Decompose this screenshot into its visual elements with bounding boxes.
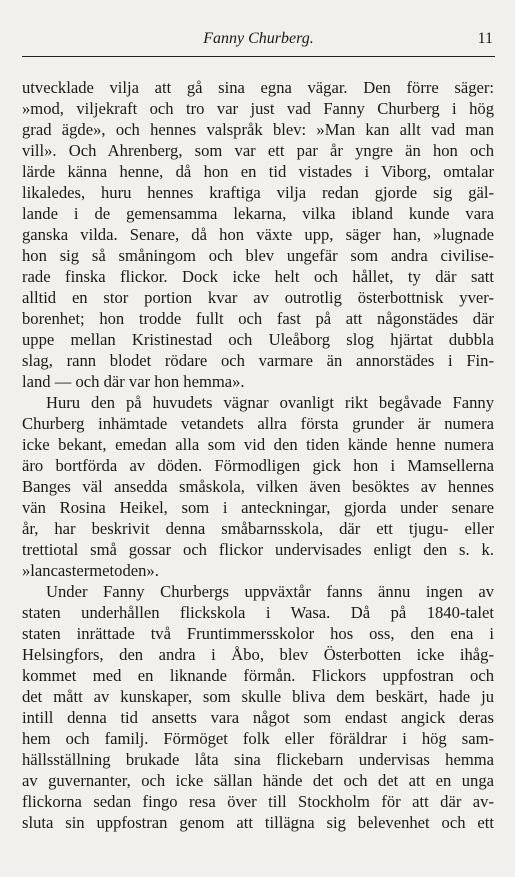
text-line: år, har beskrivit denna småbarnsskola, där ett tjugu- eller bbox=[22, 519, 494, 538]
text-line: kommet med en liknande förmån. Flickors uppfostran och bbox=[22, 666, 494, 685]
text-line: uppe mellan Kristinestad och Uleåborg slog hjärtat dubbla bbox=[22, 330, 494, 349]
text-line: flickorna sedan fingo resa över till Stockholm för att där av- bbox=[22, 792, 494, 811]
text-line: icke bekant, emedan alla som vid den tiden kände henne numera bbox=[22, 435, 494, 454]
text-line: Under Fanny Churbergs uppväxtår fanns ännu ingen av bbox=[46, 582, 494, 601]
text-line: »mod, viljekraft och tro var just vad Fanny Churberg i hög bbox=[22, 99, 494, 118]
text-line: vän Rosina Heikel, som i anteckningar, gjorda under senare bbox=[22, 498, 494, 517]
text-line: borenhet; hon trodde fullt och fast på att någonstädes där bbox=[22, 309, 494, 328]
text-line: Churberg inhämtade vetandets allra första grunder är numera bbox=[22, 414, 494, 433]
text-line: trettiotal små gossar och flickor undervisades enligt den s. k. bbox=[22, 540, 494, 559]
text-line: staten inrättade två Fruntimmersskolor hos oss, den ena i bbox=[22, 624, 494, 643]
text-line: vill». Och Ahrenberg, som var ett par år yngre än hon och bbox=[22, 141, 494, 160]
text-line: Banges väl ansedda småskola, vilken även besöktes av hennes bbox=[22, 477, 494, 496]
text-line: det mått av kunskaper, som skulle bliva dem beskärt, hade ju bbox=[22, 687, 494, 706]
text-line: hällsställning brukade låta sina flickebarn undervisas hemma bbox=[22, 750, 494, 769]
text-line: lärde känna henne, då hon en tid vistades i Viborg, omtalar bbox=[22, 162, 494, 181]
text-line: land — och där var hon hemma». bbox=[22, 372, 245, 391]
running-title: Fanny Churberg. bbox=[203, 30, 314, 47]
page-number: 11 bbox=[477, 30, 493, 47]
text-line: Huru den på huvudets vägnar ovanligt rikt begåvade Fanny bbox=[46, 393, 494, 412]
text-line: hem och familj. Förmöget folk eller föräldrar i hög sam- bbox=[22, 729, 494, 748]
body-text bbox=[22, 77, 494, 833]
text-line: intill denna tid ansetts vara något som endast angick deras bbox=[22, 708, 494, 727]
text-line: sluta sin uppfostran genom att tillägna sig belevenhet och ett bbox=[22, 813, 494, 832]
text-line: »lancastermetoden». bbox=[22, 561, 159, 580]
text-line: grad ägde», och hennes valspråk blev: »Man kan allt vad man bbox=[22, 120, 494, 139]
text-line: alltid en stor portion kvar av outrotlig österbottnisk yver- bbox=[22, 288, 494, 307]
header-rule bbox=[22, 56, 495, 57]
text-line: rade finska flickor. Dock icke helt och hållet, ty där satt bbox=[22, 267, 494, 286]
text-line: ganska vilda. Senare, då hon växte upp, säger han, »lugnade bbox=[22, 225, 494, 244]
text-line: utvecklade vilja att gå sina egna vägar. Den förre säger: bbox=[22, 78, 494, 97]
text-line: av guvernanter, och icke sällan hände det och det att en unga bbox=[22, 771, 494, 790]
running-head bbox=[22, 30, 495, 54]
text-line: likaledes, huru hennes kraftiga vilja redan gjorde sig gäl- bbox=[22, 183, 494, 202]
text-line: lande i de gemensamma lekarna, vilka ibland kunde vara bbox=[22, 204, 494, 223]
text-line: äro bortförda av döden. Förmodligen gick hon i Mamsellerna bbox=[22, 456, 494, 475]
text-line: slag, rann blodet rödare och varmare än annorstädes i Fin- bbox=[22, 351, 494, 370]
text-line: staten underhållen flickskola i Wasa. Då på 1840-talet bbox=[22, 603, 494, 622]
text-line: Helsingfors, den andra i Åbo, blev Österbotten icke ihåg- bbox=[22, 645, 494, 664]
text-line: hon sig så småningom och blev ungefär som andra civilise- bbox=[22, 246, 494, 265]
